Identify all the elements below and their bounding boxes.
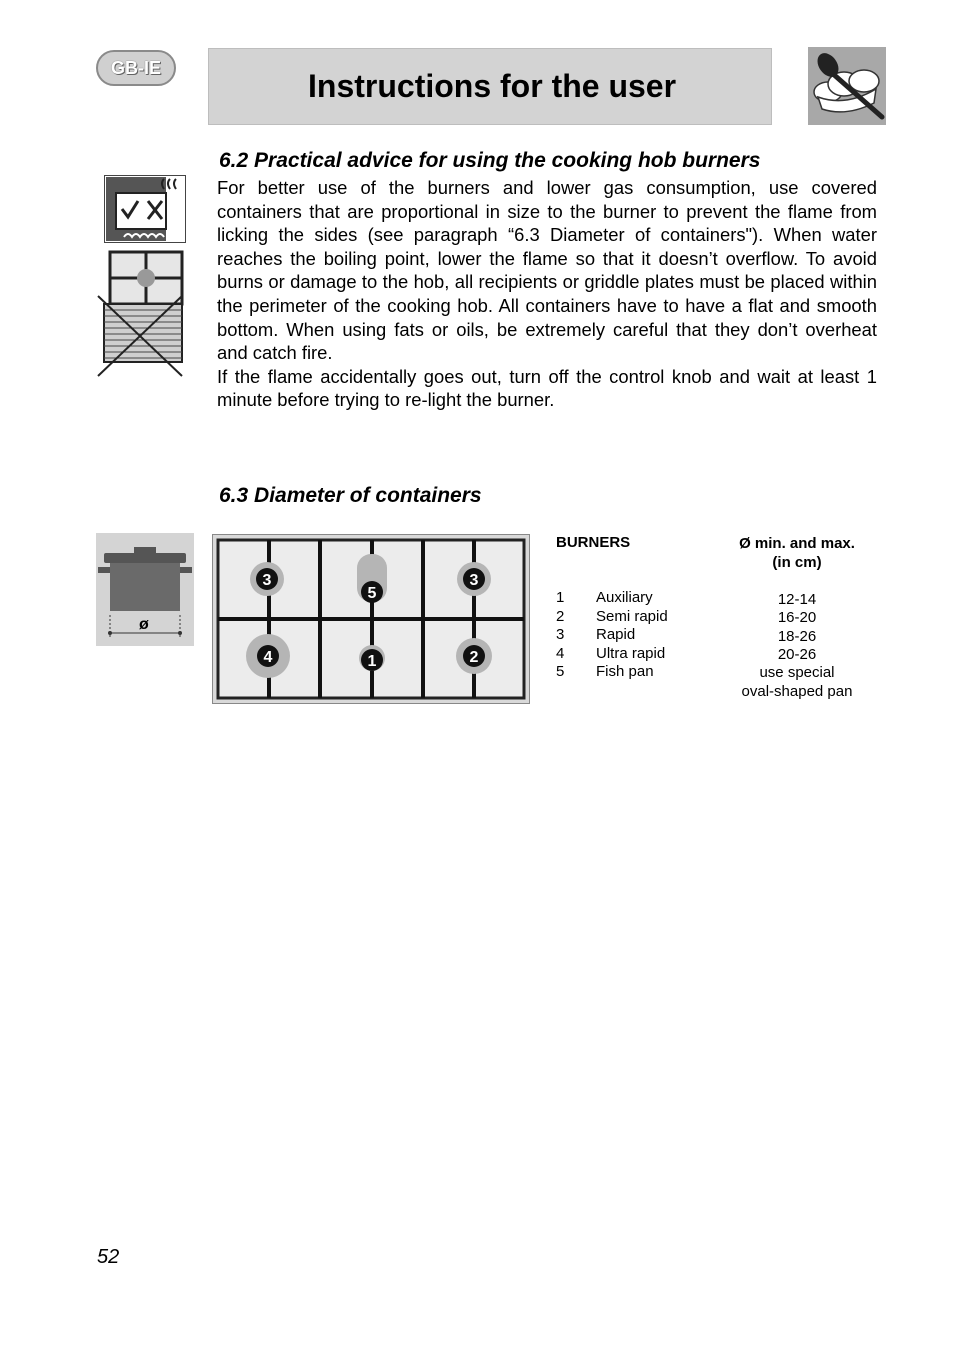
hob-label-3-right: 3 — [469, 572, 479, 589]
pot-diameter-icon — [96, 533, 194, 646]
table-row-num: 5 — [556, 663, 565, 680]
paragraph: If the flame accidentally goes out, turn off the control knob and wait at least 1 minute before trying to re-light the burner. — [217, 365, 877, 411]
paragraph: For better use of the burners and lower gas consumption, use covered containers that are proportional in size to the burner to prevent the flame from licking the sides (see paragraph “6.3 Diameter of containers"). When water reaches the boiling point, lower the flame so that it doesn’t overflow. To avoid burns or damage to the hob, all recipients or griddle plates must be placed within the perimeter of the cooking hob. All containers have to have a flat and smooth bottom. When using fats or oils, be extremely careful that they don’t overheat and catch fire. — [217, 177, 877, 364]
table-row-name: Fish pan — [596, 663, 654, 680]
table-row-value: 12-14 — [777, 591, 817, 608]
diameter-symbol: ø — [139, 616, 149, 633]
table-row-num: 2 — [556, 608, 565, 625]
section-heading-6-2: 6.2 Practical advice for using the cooking hob burners — [219, 149, 761, 172]
section-heading-6-3: 6.3 Diameter of containers — [219, 484, 482, 507]
hob-label-5: 5 — [367, 585, 377, 602]
page-title-bar — [208, 48, 772, 125]
page-title: Instructions for the user — [308, 68, 677, 104]
table-row-name: Rapid — [596, 626, 636, 643]
cooktop-burner-layout-diagram — [212, 534, 530, 704]
hob-label-1: 1 — [367, 653, 377, 670]
table-row-name: Semi rapid — [596, 608, 668, 625]
covered-pot-boiling-icon — [104, 175, 186, 243]
hob-label-4: 4 — [263, 649, 273, 666]
table-row-num: 1 — [556, 589, 565, 606]
table-row-num: 3 — [556, 626, 565, 643]
section-6-2-body — [217, 176, 877, 412]
table-row-name: Ultra rapid — [596, 645, 666, 662]
table-row-value: use special oval-shaped pan — [741, 664, 853, 700]
language-badge: GB-IE — [96, 50, 176, 86]
page-number: 52 — [97, 1246, 120, 1268]
table-row-num: 4 — [556, 645, 565, 662]
table-header-diameter: Ø min. and max. (in cm) — [739, 535, 855, 571]
table-row-value: 18-26 — [777, 628, 817, 645]
table-row-value: 20-26 — [777, 646, 817, 663]
chef-spoon-logo-icon — [808, 47, 886, 125]
griddle-plate-not-allowed-icon — [96, 250, 188, 378]
hob-label-3-left: 3 — [262, 572, 272, 589]
table-row-name: Auxiliary — [596, 589, 653, 606]
table-row-value: 16-20 — [777, 609, 817, 626]
table-header-burners: BURNERS — [556, 534, 631, 551]
hob-label-2: 2 — [469, 649, 479, 666]
